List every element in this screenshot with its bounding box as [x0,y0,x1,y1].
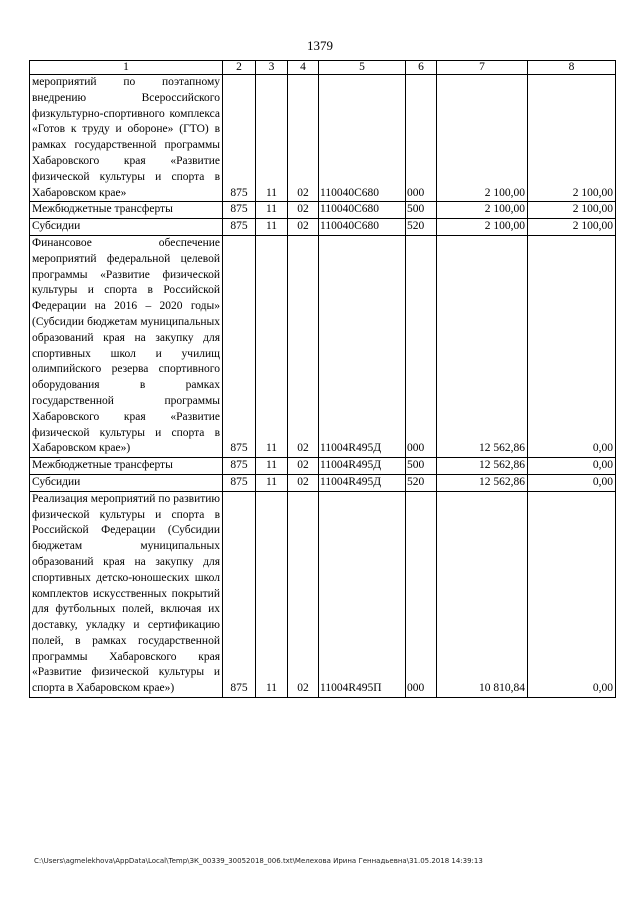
page-number: 1379 [307,38,333,53]
table-row [30,491,616,697]
section-code: 11 [256,474,288,491]
expense-type-code: 520 [406,219,437,236]
amount-adjusted: 2 100,00 [528,75,616,202]
expense-type-code: 000 [406,235,437,457]
grbs-code: 875 [223,219,256,236]
grbs-code: 875 [223,491,256,697]
file-path-footer: C:\Users\agmelekhova\AppData\Local\Temp\ЗК_00339_30052018_006.txt\Мелехова Ирина Геннадьевна\31.05.2018 14:39:13 [34,857,483,865]
target-article-code: 11004R495Д [319,458,406,475]
budget-table [29,60,616,698]
expense-type-code: 000 [406,491,437,697]
grbs-code: 875 [223,474,256,491]
section-code: 11 [256,75,288,202]
amount-adjusted: 2 100,00 [528,202,616,219]
item-name: Субсидии [30,474,223,491]
header-row [30,61,616,75]
table-row [30,235,616,457]
subsection-code: 02 [288,75,319,202]
target-article-code: 11004R495Д [319,474,406,491]
column-header: 5 [319,61,406,75]
grbs-code: 875 [223,202,256,219]
amount-adjusted: 2 100,00 [528,219,616,236]
column-header: 4 [288,61,319,75]
subsection-code: 02 [288,491,319,697]
grbs-code: 875 [223,235,256,457]
target-article-code: 110040С680 [319,75,406,202]
table-row [30,75,616,202]
item-name: Субсидии [30,219,223,236]
column-header: 2 [223,61,256,75]
item-name: Финансовое обеспечение мероприятий федеральной целевой программы «Развитие физической культуры и спорта в Российской Федерации на 2016 – 2020 годы» (Субсидии бюджетам муниципальных образований края на закупку для спортивных школ и училищ олимпийского резерва спортивного оборудования в рамках государственной программы Хабаровского края «Развитие физической культуры и спорта в Хабаровском крае») [30,235,223,457]
target-article-code: 110040С680 [319,219,406,236]
amount-plan: 2 100,00 [437,219,528,236]
subsection-code: 02 [288,202,319,219]
target-article-code: 110040С680 [319,202,406,219]
amount-adjusted: 0,00 [528,458,616,475]
column-header: 6 [406,61,437,75]
amount-adjusted: 0,00 [528,474,616,491]
amount-plan: 10 810,84 [437,491,528,697]
section-code: 11 [256,491,288,697]
item-name: Межбюджетные трансферты [30,458,223,475]
section-code: 11 [256,219,288,236]
subsection-code: 02 [288,458,319,475]
table-row [30,219,616,236]
subsection-code: 02 [288,474,319,491]
target-article-code: 11004R495П [319,491,406,697]
amount-plan: 2 100,00 [437,202,528,219]
target-article-code: 11004R495Д [319,235,406,457]
amount-plan: 12 562,86 [437,458,528,475]
amount-plan: 12 562,86 [437,235,528,457]
amount-plan: 2 100,00 [437,75,528,202]
section-code: 11 [256,458,288,475]
amount-plan: 12 562,86 [437,474,528,491]
item-name: Межбюджетные трансферты [30,202,223,219]
section-code: 11 [256,235,288,457]
expense-type-code: 500 [406,202,437,219]
subsection-code: 02 [288,219,319,236]
expense-type-code: 000 [406,75,437,202]
expense-type-code: 520 [406,474,437,491]
amount-adjusted: 0,00 [528,235,616,457]
column-header: 3 [256,61,288,75]
column-header: 1 [30,61,223,75]
section-code: 11 [256,202,288,219]
grbs-code: 875 [223,75,256,202]
expense-type-code: 500 [406,458,437,475]
column-header: 8 [528,61,616,75]
grbs-code: 875 [223,458,256,475]
column-header: 7 [437,61,528,75]
table-row [30,474,616,491]
table-row [30,202,616,219]
table-row [30,458,616,475]
item-name: мероприятий по поэтапному внедрению Всероссийского физкультурно-спортивного комплекса «Готов к труду и обороне» (ГТО) в рамках государственной программы Хабаровского края «Развитие физической культуры и спорта в Хабаровском крае» [30,75,223,202]
amount-adjusted: 0,00 [528,491,616,697]
subsection-code: 02 [288,235,319,457]
item-name: Реализация мероприятий по развитию физической культуры и спорта в Российской Федерации (Субсидии бюджетам муниципальных образований края на закупку для спортивных детско-юношеских школ комплектов искусственных покрытий для футбольных полей, включая их доставку, укладку и сертификацию полей, в рамках государственной программы Хабаровского края «Развитие физической культуры и спорта в Хабаровском крае») [30,491,223,697]
